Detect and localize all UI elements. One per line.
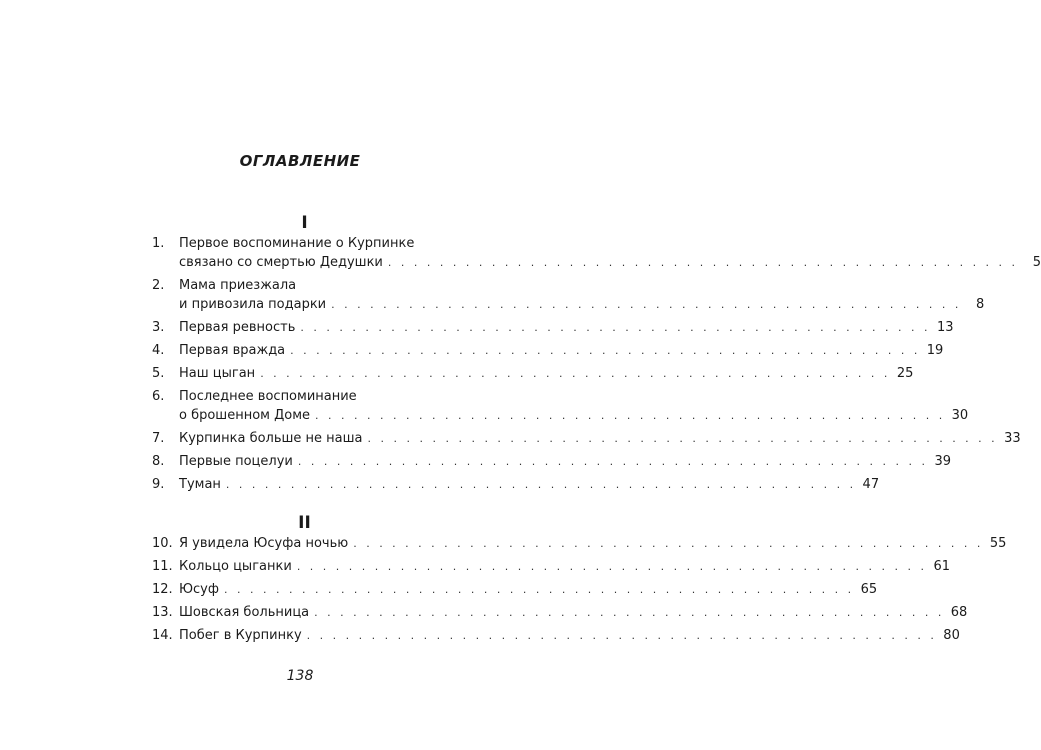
chapter-title: Шовская больница: [179, 605, 310, 620]
section-heading: I: [301, 213, 308, 233]
chapter-page-number: 13: [936, 320, 954, 335]
chapter-page-number: 33: [1004, 431, 1021, 446]
toc-entry: [152, 276, 985, 314]
chapter-number: 7.: [152, 431, 165, 446]
chapter-title: Туман: [179, 477, 221, 492]
chapter-title-line: [179, 580, 877, 599]
chapter-title-block: [179, 534, 1006, 553]
chapter-page-number: 30: [951, 408, 969, 423]
chapter-title-block: [179, 452, 951, 471]
chapter-page-number: 39: [934, 454, 952, 469]
chapter-title-block: [179, 318, 954, 337]
dot-leader: [314, 603, 944, 622]
chapter-page-number: 8: [976, 297, 985, 312]
chapter-title: Я увидела Юсуфа ночью: [179, 536, 349, 551]
toc-entry: [152, 603, 968, 622]
chapter-number: 14.: [152, 628, 173, 643]
chapter-title-block: [179, 364, 913, 383]
toc-section-2: [152, 513, 1007, 649]
chapter-title-line: [179, 234, 1041, 253]
dot-leader: [368, 429, 998, 448]
chapter-title-line: [179, 276, 984, 295]
toc-entry: [152, 534, 1007, 553]
chapter-title: Кольцо цыганки: [179, 559, 292, 574]
chapter-title: Первые поцелуи: [179, 454, 293, 469]
chapter-page-number: 80: [943, 628, 960, 643]
section-heading: II: [298, 513, 311, 533]
chapter-title-line: [179, 557, 950, 576]
chapter-page-number: 65: [860, 582, 878, 597]
chapter-title: Юсуф: [179, 582, 219, 597]
chapter-title: Курпинка больше не наша: [179, 431, 363, 446]
chapter-number: 4.: [152, 343, 165, 358]
chapter-title-line: [179, 318, 954, 337]
chapter-page-number: 68: [950, 605, 968, 620]
chapter-title-line: [179, 295, 984, 314]
chapter-page-number: 61: [933, 559, 950, 574]
chapter-title-block: [179, 234, 1041, 272]
chapter-title: связано со смертью Дедушки: [179, 255, 383, 270]
chapter-title-line: [179, 626, 960, 645]
chapter-page-number: 47: [862, 477, 880, 492]
dot-leader: [224, 580, 854, 599]
chapter-title-line: [179, 534, 1006, 553]
toc-title: ОГЛАВЛЕНИЕ: [239, 152, 361, 170]
chapter-title-block: [179, 580, 877, 599]
chapter-title-line: [179, 475, 879, 494]
chapter-title-block: [179, 429, 1021, 448]
chapter-number: 3.: [152, 320, 165, 335]
chapter-title: Последнее воспоминание: [179, 389, 357, 404]
dot-leader: [298, 452, 928, 471]
dot-leader: [388, 253, 1018, 272]
chapter-number: 13.: [152, 605, 173, 620]
dot-leader: [290, 341, 920, 360]
chapter-title: Мама приезжала: [179, 278, 297, 293]
chapter-number: 5.: [152, 366, 165, 381]
chapter-title-block: [179, 276, 984, 314]
toc-entry: [152, 364, 914, 383]
chapter-title-block: [179, 387, 968, 425]
chapter-title-line: [179, 387, 968, 406]
chapter-title-line: [179, 603, 967, 622]
chapter-number: 12.: [152, 582, 173, 597]
dot-leader: [260, 364, 890, 383]
chapter-title-line: [179, 429, 1021, 448]
chapter-page-number: 25: [896, 366, 914, 381]
dot-leader: [300, 318, 930, 337]
chapter-number: 1.: [152, 236, 165, 251]
toc-entry: [152, 580, 878, 599]
chapter-page-number: 55: [989, 536, 1007, 551]
chapter-title-line: [179, 253, 1041, 272]
chapter-page-number: 19: [926, 343, 944, 358]
chapter-title-block: [179, 603, 967, 622]
chapter-number: 10.: [152, 536, 173, 551]
dot-leader: [226, 475, 856, 494]
chapter-page-number: 5: [1032, 255, 1041, 270]
chapter-title-block: [179, 557, 950, 576]
toc-entry: [152, 341, 944, 360]
dot-leader: [307, 626, 937, 645]
dot-leader: [297, 557, 927, 576]
chapter-number: 2.: [152, 278, 165, 293]
dot-leader: [331, 295, 961, 314]
chapter-title: Наш цыган: [179, 366, 256, 381]
toc-entry: [152, 626, 960, 645]
dot-leader: [315, 406, 945, 425]
chapter-title: Первое воспоминание о Курпинке: [179, 236, 415, 251]
chapter-title: и привозила подарки: [179, 297, 327, 312]
toc-entry: [152, 557, 950, 576]
toc-entry: [152, 387, 969, 425]
toc-entries: [152, 234, 1041, 494]
chapter-title-block: [179, 626, 960, 645]
toc-section-1: [152, 213, 1041, 498]
chapter-number: 6.: [152, 389, 165, 404]
chapter-title: Побег в Курпинку: [179, 628, 302, 643]
toc-entry: [152, 318, 954, 337]
chapter-title-line: [179, 341, 943, 360]
chapter-number: 9.: [152, 477, 165, 492]
toc-entries: [152, 534, 1007, 645]
chapter-title: Первая ревность: [179, 320, 296, 335]
chapter-number: 11.: [152, 559, 173, 574]
chapter-title-block: [179, 475, 879, 494]
chapter-title-line: [179, 364, 913, 383]
toc-entry: [152, 429, 1021, 448]
chapter-title: о брошенном Доме: [179, 408, 311, 423]
page-number-footer: 138: [286, 668, 314, 684]
toc-entry: [152, 475, 880, 494]
chapter-title-line: [179, 406, 968, 425]
toc-entry: [152, 452, 952, 471]
chapter-title-line: [179, 452, 951, 471]
chapter-number: 8.: [152, 454, 165, 469]
toc-entry: [152, 234, 1041, 272]
chapter-title-block: [179, 341, 943, 360]
dot-leader: [353, 534, 983, 553]
chapter-title: Первая вражда: [179, 343, 286, 358]
